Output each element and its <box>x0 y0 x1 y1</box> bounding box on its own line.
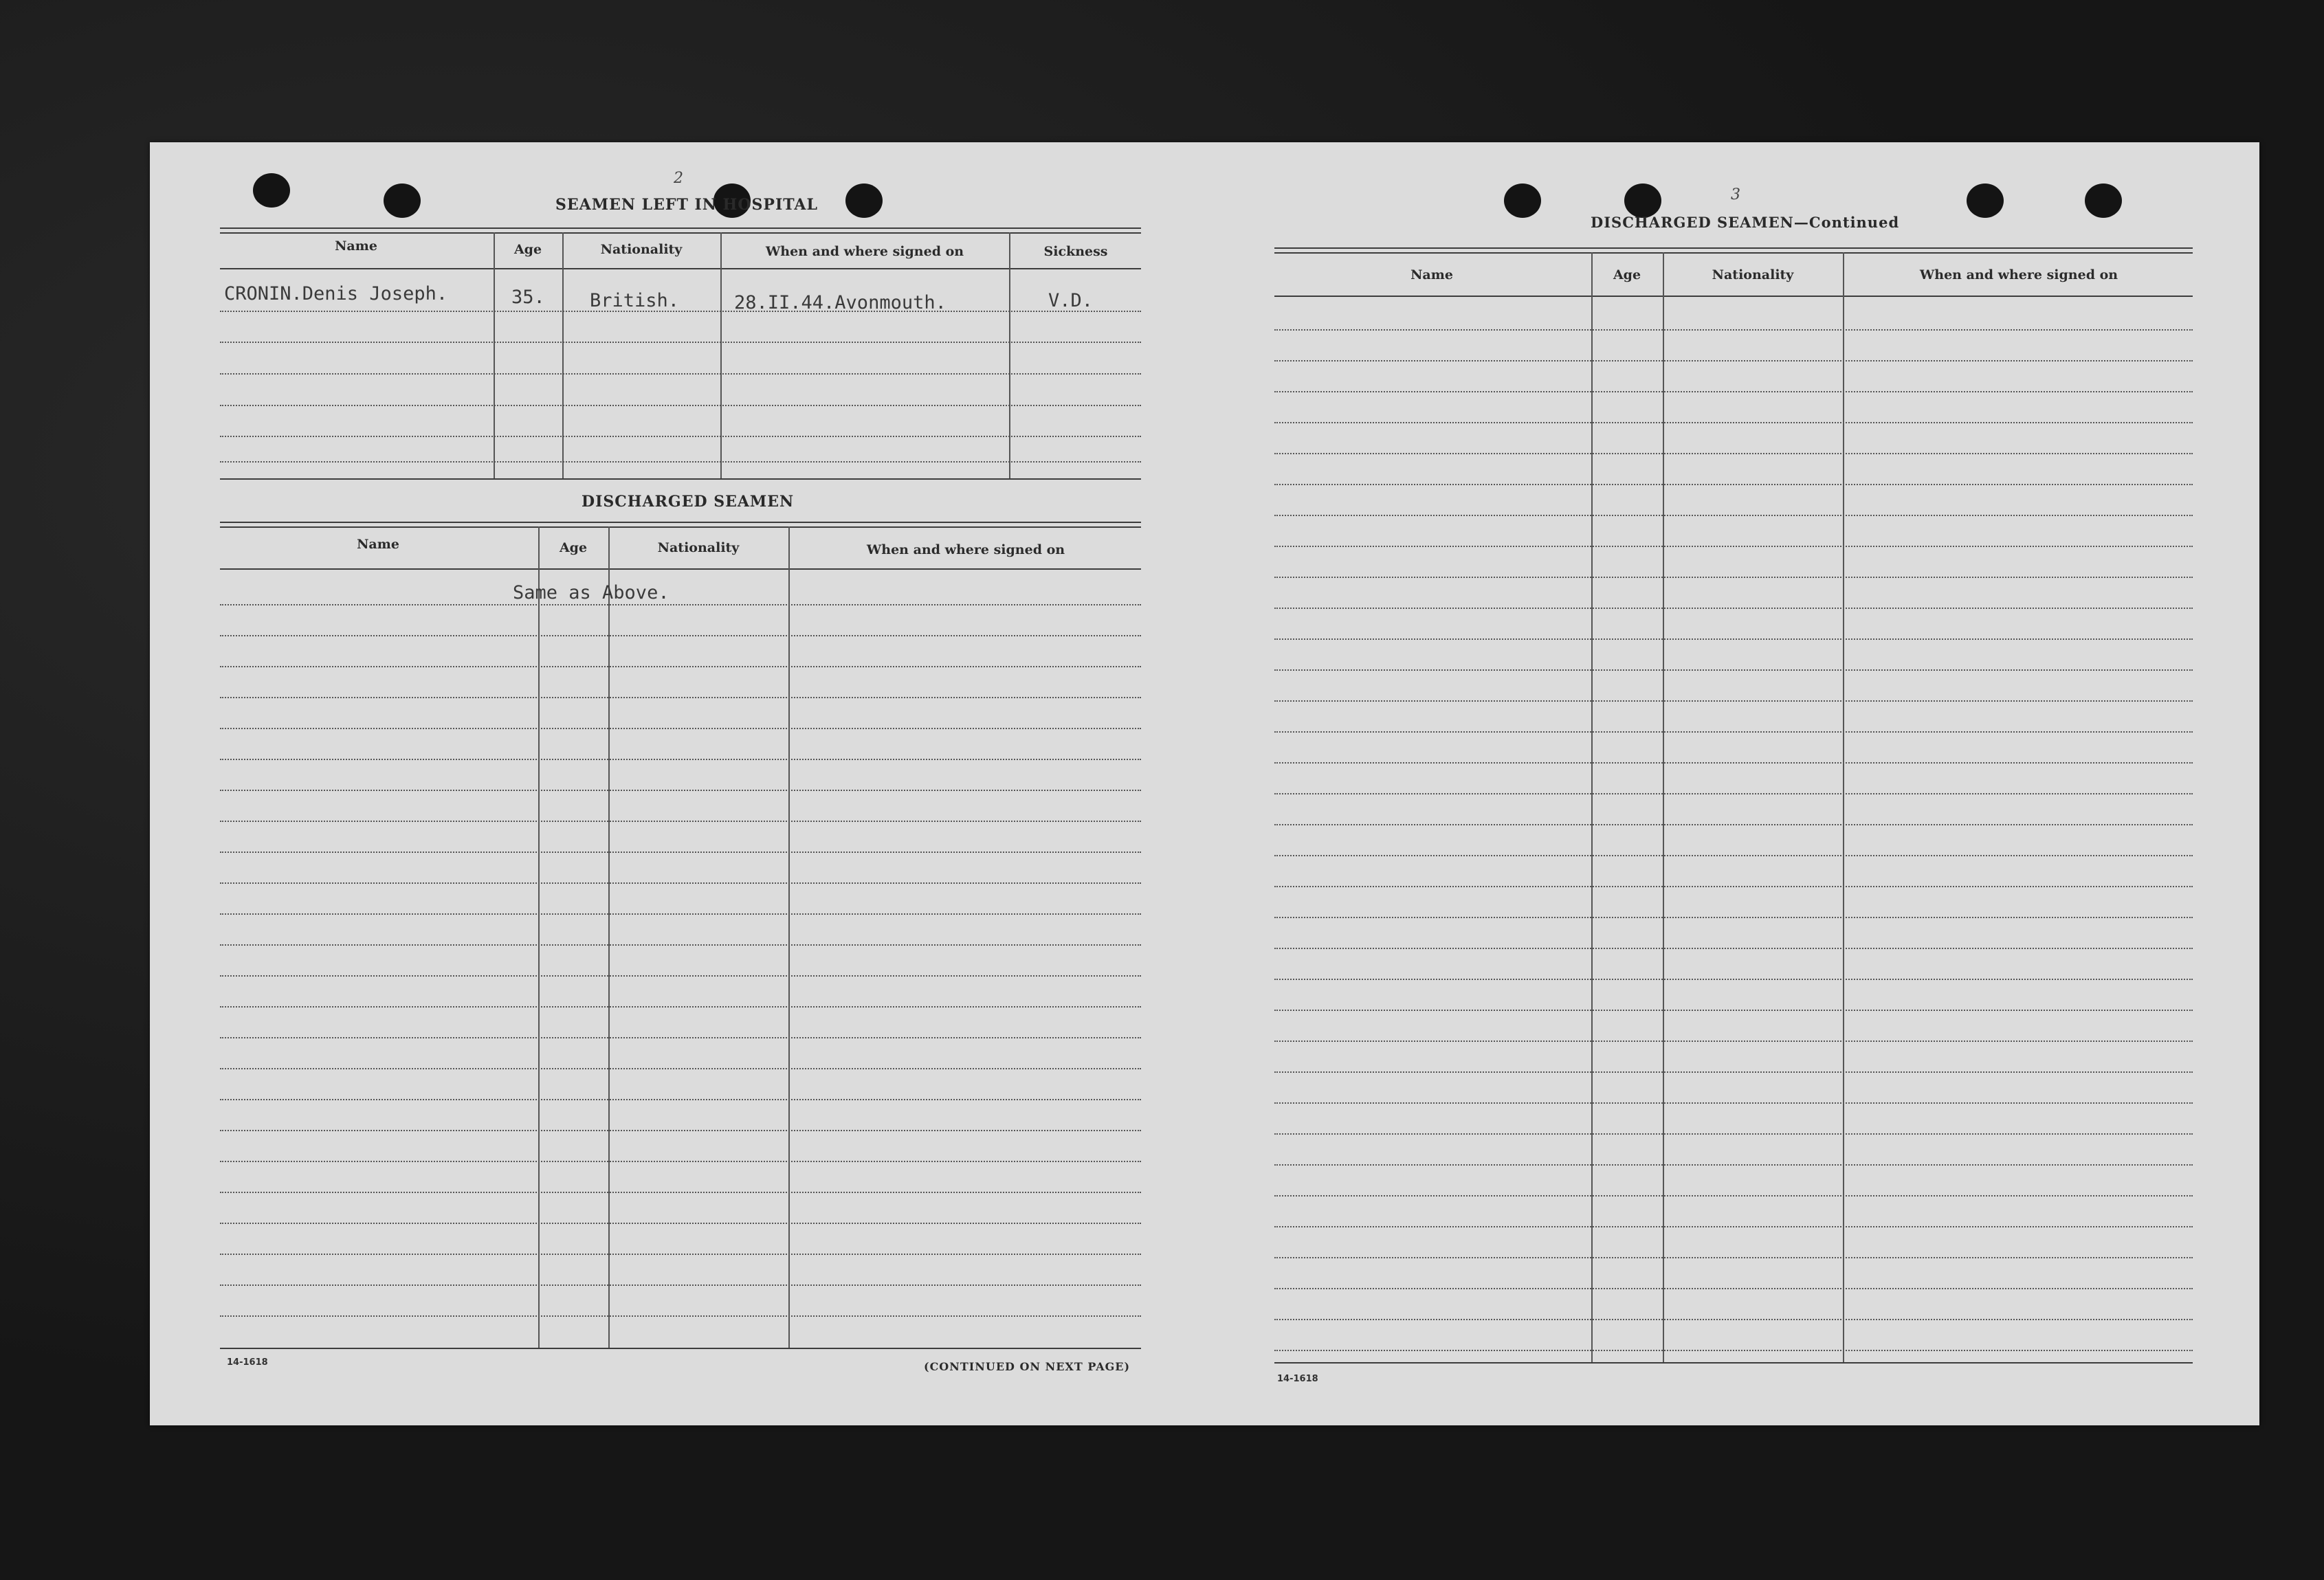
row-line <box>220 1254 1141 1255</box>
col-header-age: Age <box>513 242 542 257</box>
row-line <box>220 436 1141 437</box>
row-line <box>1274 1071 2193 1073</box>
row-line <box>220 1223 1141 1224</box>
form-code: 14-1618 <box>227 1357 268 1368</box>
row-line <box>220 1192 1141 1193</box>
row-line <box>220 1284 1141 1286</box>
col-header-name: Name <box>357 537 399 552</box>
row-line <box>1274 453 2193 454</box>
entry-sickness: V.D. <box>1048 290 1094 311</box>
divider <box>1274 247 2193 249</box>
divider <box>220 522 1141 523</box>
row-line <box>220 790 1141 791</box>
column-line <box>1009 232 1010 478</box>
row-line <box>220 697 1141 698</box>
row-line <box>220 728 1141 729</box>
divider <box>220 227 1141 229</box>
entry-signed-on: 28.II.44.Avonmouth. <box>734 292 947 313</box>
col-header-nationality: Nationality <box>1712 267 1794 282</box>
row-line <box>1274 1164 2193 1166</box>
row-line <box>1274 391 2193 392</box>
col-header-sickness: Sickness <box>1043 244 1108 259</box>
row-line <box>1274 669 2193 671</box>
divider <box>1274 252 2193 254</box>
row-line <box>1274 638 2193 640</box>
row-line <box>220 604 1141 605</box>
row-line <box>220 342 1141 343</box>
col-header-signed-on: When and where signed on <box>866 542 1065 557</box>
divider <box>220 568 1141 570</box>
row-line <box>220 635 1141 636</box>
column-line <box>788 526 790 1348</box>
column-line <box>562 232 564 478</box>
row-line <box>220 1099 1141 1100</box>
col-header-signed-on: When and where signed on <box>1919 267 2118 282</box>
page-number: 2 <box>674 170 683 187</box>
divider <box>220 478 1141 480</box>
row-line <box>1274 1319 2193 1320</box>
row-line <box>1274 1102 2193 1104</box>
discharged-note: Same as Above. <box>513 582 669 603</box>
entry-nationality: British. <box>590 290 680 311</box>
row-line <box>1274 762 2193 764</box>
row-line <box>220 882 1141 884</box>
row-line <box>220 1006 1141 1008</box>
row-line <box>220 759 1141 760</box>
row-line <box>1274 1226 2193 1227</box>
row-line <box>220 1161 1141 1162</box>
punch-hole <box>253 173 290 208</box>
row-line <box>220 311 1141 312</box>
entry-name: CRONIN.Denis Joseph. <box>224 283 448 304</box>
column-line <box>608 526 610 1348</box>
column-line <box>538 526 540 1348</box>
row-line <box>1274 484 2193 485</box>
divider <box>220 1348 1141 1349</box>
divider <box>1274 296 2193 297</box>
row-line <box>1274 515 2193 516</box>
divider <box>1274 1362 2193 1364</box>
punch-hole <box>2085 183 2122 218</box>
punch-hole <box>1967 183 2004 218</box>
column-line <box>494 232 495 478</box>
col-header-name: Name <box>1410 267 1453 282</box>
row-line <box>1274 855 2193 856</box>
col-header-signed-on: When and where signed on <box>765 244 964 259</box>
col-header-age: Age <box>1613 267 1641 282</box>
row-line <box>1274 700 2193 702</box>
row-line <box>220 975 1141 977</box>
row-line <box>220 852 1141 853</box>
divider <box>220 526 1141 528</box>
col-header-nationality: Nationality <box>600 242 683 257</box>
discharged-section-title: DISCHARGED SEAMEN <box>582 493 795 511</box>
page-number: 3 <box>1731 186 1740 203</box>
punch-hole <box>1624 183 1661 218</box>
row-line <box>1274 1133 2193 1135</box>
row-line <box>220 666 1141 667</box>
row-line <box>1274 1010 2193 1011</box>
column-line <box>720 232 722 478</box>
row-line <box>1274 1288 2193 1289</box>
row-line <box>1274 731 2193 733</box>
document-sheet <box>150 142 2259 1425</box>
right-section-title: DISCHARGED SEAMEN—Continued <box>1591 214 1900 231</box>
col-header-age: Age <box>559 540 588 555</box>
row-line <box>1274 608 2193 609</box>
punch-hole <box>1504 183 1541 218</box>
row-line <box>1274 1195 2193 1197</box>
row-line <box>1274 546 2193 547</box>
row-line <box>220 1037 1141 1038</box>
row-line <box>1274 886 2193 887</box>
row-line <box>220 1130 1141 1131</box>
hospital-section-title: SEAMEN LEFT IN HOSPITAL <box>555 196 818 214</box>
divider <box>220 268 1141 269</box>
divider <box>220 232 1141 234</box>
continued-note: (CONTINUED ON NEXT PAGE) <box>924 1360 1131 1373</box>
row-line <box>220 405 1141 406</box>
row-line <box>1274 329 2193 331</box>
row-line <box>220 821 1141 822</box>
form-code: 14-1618 <box>1277 1374 1318 1384</box>
row-line <box>220 944 1141 946</box>
row-line <box>220 373 1141 375</box>
col-header-nationality: Nationality <box>657 540 740 555</box>
punch-hole <box>845 183 883 218</box>
entry-age: 35. <box>511 287 545 308</box>
row-line <box>1274 824 2193 825</box>
col-header-name: Name <box>335 238 377 254</box>
row-line <box>1274 422 2193 423</box>
row-line <box>1274 360 2193 361</box>
row-line <box>1274 1350 2193 1351</box>
row-line <box>220 461 1141 463</box>
row-line <box>1274 1041 2193 1042</box>
row-line <box>220 1315 1141 1317</box>
row-line <box>1274 917 2193 918</box>
row-line <box>1274 979 2193 980</box>
punch-hole <box>384 183 421 218</box>
row-line <box>1274 577 2193 578</box>
row-line <box>1274 1257 2193 1258</box>
row-line <box>1274 948 2193 949</box>
row-line <box>1274 793 2193 794</box>
row-line <box>220 1068 1141 1069</box>
row-line <box>220 913 1141 915</box>
